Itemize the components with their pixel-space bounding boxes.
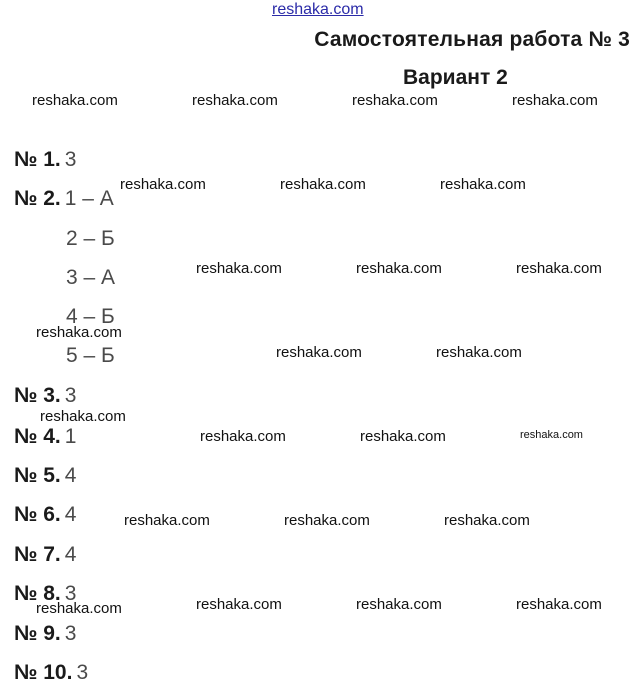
watermark: reshaka.com — [356, 596, 442, 613]
watermark: reshaka.com — [40, 408, 126, 425]
answer-value: 1 — [64, 425, 77, 448]
answer-row — [14, 187, 114, 211]
answer-label: № 8. — [14, 582, 61, 605]
answer-row — [14, 661, 88, 685]
watermark: reshaka.com — [352, 92, 438, 109]
answer-value: 4 — [64, 543, 77, 566]
answer-row — [14, 425, 76, 449]
answer-label: № 10. — [14, 661, 73, 684]
answer-label: № 9. — [14, 622, 61, 645]
watermark: reshaka.com — [284, 512, 370, 529]
variant-heading: Вариант 2 — [403, 66, 508, 89]
answer-label: № 5. — [14, 464, 61, 487]
watermark: reshaka.com — [196, 596, 282, 613]
watermark: reshaka.com — [280, 176, 366, 193]
answer-subitem: 2 – Б — [66, 227, 115, 250]
answer-label: № 1. — [14, 148, 61, 171]
answer-subitem: 3 – А — [66, 266, 116, 289]
watermark: reshaka.com — [36, 324, 122, 341]
watermark: reshaka.com — [516, 596, 602, 613]
answer-value: 3 — [64, 148, 77, 171]
answer-label: № 3. — [14, 384, 61, 407]
site-link[interactable]: reshaka.com — [272, 1, 364, 18]
answer-value: 1 – А — [64, 187, 114, 210]
answer-value: 3 — [64, 622, 77, 645]
answer-label: № 7. — [14, 543, 61, 566]
watermark: reshaka.com — [356, 260, 442, 277]
answer-value: 3 — [76, 661, 89, 684]
answer-row — [14, 622, 76, 646]
watermark: reshaka.com — [440, 176, 526, 193]
answer-row — [14, 148, 76, 172]
answer-label: № 2. — [14, 187, 61, 210]
answer-subitem: 4 – Б — [66, 305, 115, 328]
answer-value: 3 — [64, 384, 77, 407]
answer-label: № 6. — [14, 503, 61, 526]
watermark: reshaka.com — [520, 429, 583, 441]
watermark: reshaka.com — [192, 92, 278, 109]
answer-value: 3 — [64, 582, 77, 605]
answer-value: 4 — [64, 464, 77, 487]
watermark: reshaka.com — [36, 600, 122, 617]
answer-row — [14, 503, 76, 527]
watermark: reshaka.com — [444, 512, 530, 529]
watermark: reshaka.com — [200, 428, 286, 445]
answer-label: № 4. — [14, 425, 61, 448]
watermark: reshaka.com — [196, 260, 282, 277]
answer-subitem: 5 – Б — [66, 344, 115, 367]
watermark: reshaka.com — [436, 344, 522, 361]
answer-row — [14, 543, 76, 567]
watermark: reshaka.com — [516, 260, 602, 277]
watermark: reshaka.com — [360, 428, 446, 445]
watermark: reshaka.com — [32, 92, 118, 109]
answer-row — [14, 384, 76, 408]
page-title: Самостоятельная работа № 3 — [314, 28, 630, 51]
answer-value: 4 — [64, 503, 77, 526]
answer-row — [14, 582, 76, 606]
watermark: reshaka.com — [276, 344, 362, 361]
watermark: reshaka.com — [120, 176, 206, 193]
watermark: reshaka.com — [124, 512, 210, 529]
watermark: reshaka.com — [512, 92, 598, 109]
answer-row — [14, 464, 76, 488]
